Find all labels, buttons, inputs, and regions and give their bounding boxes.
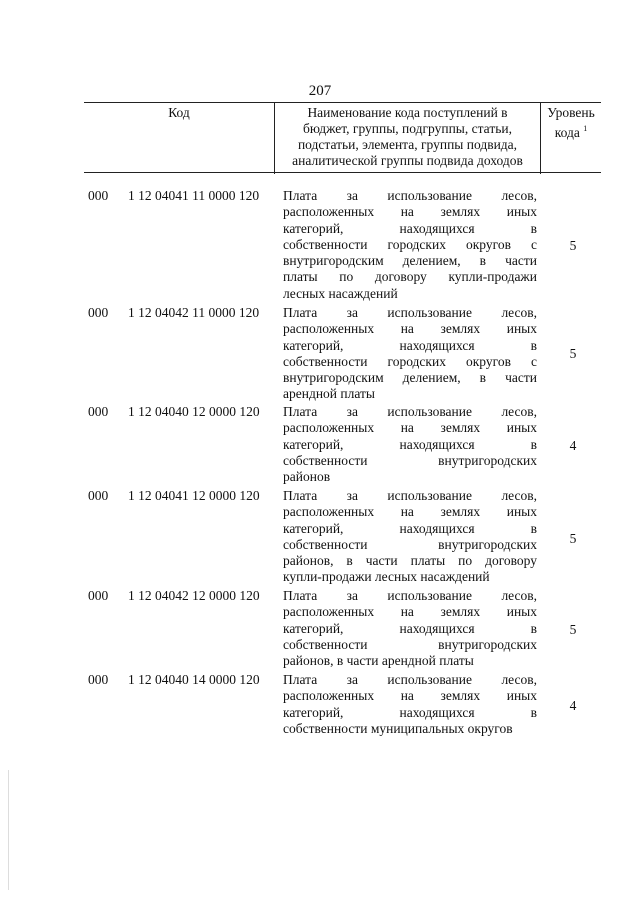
header-code: Код — [84, 103, 275, 174]
level-value: 5 — [569, 531, 577, 546]
name-line: расположенных на землях иных — [283, 321, 537, 337]
name-line: категорий, находящихся в — [283, 620, 537, 636]
name-line: категорий, находящихся в — [283, 704, 537, 720]
admin-code: 000 — [88, 588, 109, 603]
level-value: 4 — [569, 438, 577, 453]
admin-code: 000 — [88, 488, 109, 503]
name-line: категорий, находящихся в — [283, 220, 537, 236]
level-value: 4 — [569, 698, 577, 713]
header-level-line — [541, 121, 601, 141]
name-line: расположенных на землях иных — [283, 688, 537, 704]
name-line: расположенных на землях иных — [283, 504, 537, 520]
header-name-line: Наименование кода поступлений в — [307, 105, 508, 120]
revenue-name — [283, 488, 537, 586]
name-line: собственности городских округов с — [283, 236, 537, 252]
name-line: собственности внутригородских — [283, 636, 537, 652]
revenue-code: 1 12 04042 12 0000 120 — [128, 588, 260, 603]
name-line: Плата за использование лесов, — [283, 188, 537, 203]
name-line: районов — [283, 469, 331, 485]
header-level-footnote: 1 — [583, 124, 588, 133]
name-line: внутригородским делением, в части — [283, 253, 537, 269]
name-line: собственности внутригородских — [283, 452, 537, 468]
table-header — [84, 102, 601, 173]
name-line: районов, в части платы по договору — [283, 553, 537, 569]
admin-code: 000 — [88, 188, 109, 203]
name-line: категорий, находящихся в — [283, 520, 537, 536]
name-line: расположенных на землях иных — [283, 204, 537, 220]
level-value: 5 — [569, 238, 577, 253]
header-name-line: бюджет, группы, подгруппы, статьи, — [303, 121, 512, 136]
admin-code: 000 — [88, 404, 109, 419]
header-level-line: Уровень — [547, 105, 595, 120]
revenue-name — [283, 188, 537, 302]
name-line: Плата за использование лесов, — [283, 672, 537, 687]
revenue-code: 1 12 04042 11 0000 120 — [128, 305, 260, 320]
page-number: 207 — [308, 83, 332, 99]
name-line: расположенных на землях иных — [283, 604, 537, 620]
name-line: категорий, находящихся в — [283, 436, 537, 452]
name-line: расположенных на землях иных — [283, 420, 537, 436]
revenue-name — [283, 305, 537, 403]
name-line: районов, в части арендной платы — [283, 653, 474, 669]
revenue-code: 1 12 04041 11 0000 120 — [128, 188, 260, 203]
header-level — [541, 103, 601, 174]
name-line: Плата за использование лесов, — [283, 588, 537, 603]
name-line: лесных насаждений — [283, 285, 398, 301]
name-line: категорий, находящихся в — [283, 337, 537, 353]
admin-code: 000 — [88, 672, 109, 687]
name-line: Плата за использование лесов, — [283, 305, 537, 320]
level-value: 5 — [569, 346, 577, 361]
name-line: арендной платы — [283, 386, 375, 402]
name-line: собственности городских округов с — [283, 353, 537, 369]
revenue-name — [283, 588, 537, 669]
name-line: платы по договору купли-продажи — [283, 269, 537, 285]
revenue-name — [283, 404, 537, 485]
revenue-name — [283, 672, 537, 737]
name-line: Плата за использование лесов, — [283, 404, 537, 419]
header-name — [275, 103, 541, 174]
header-level-word: кода — [554, 125, 580, 140]
name-line: Плата за использование лесов, — [283, 488, 537, 503]
admin-code: 000 — [88, 305, 109, 320]
name-line: собственности муниципальных округов — [283, 720, 513, 736]
name-line: внутригородским делением, в части — [283, 370, 537, 386]
header-name-line: аналитической группы подвида доходов — [292, 153, 523, 168]
header-name-line: подстатьи, элемента, группы подвида, — [297, 137, 518, 152]
revenue-code: 1 12 04040 14 0000 120 — [128, 672, 260, 687]
revenue-code: 1 12 04041 12 0000 120 — [128, 488, 260, 503]
name-line: собственности внутригородских — [283, 536, 537, 552]
level-value: 5 — [569, 622, 577, 637]
scan-edge-mark — [8, 770, 9, 890]
revenue-code: 1 12 04040 12 0000 120 — [128, 404, 260, 419]
name-line: купли-продажи лесных насаждений — [283, 569, 490, 585]
